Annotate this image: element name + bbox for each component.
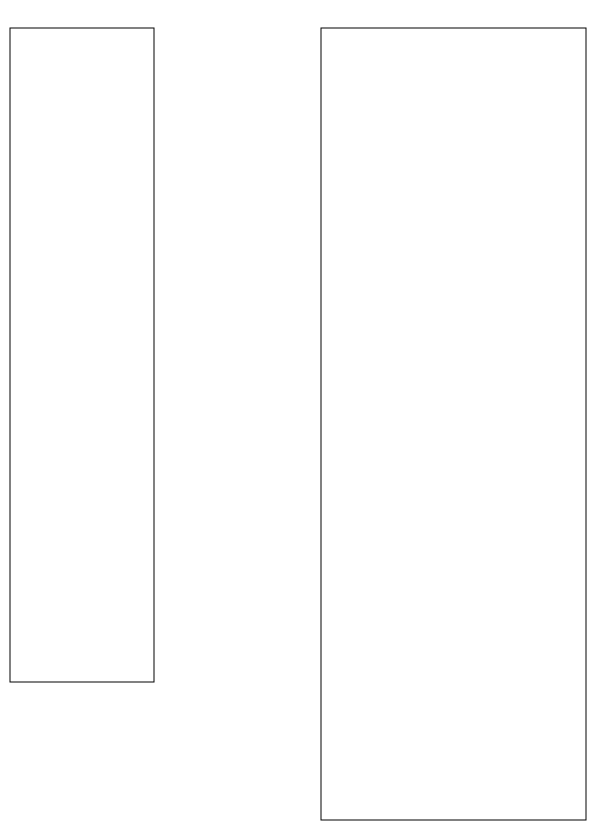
atm-solenoid-frame bbox=[10, 28, 154, 682]
tcm-frame bbox=[321, 28, 586, 820]
